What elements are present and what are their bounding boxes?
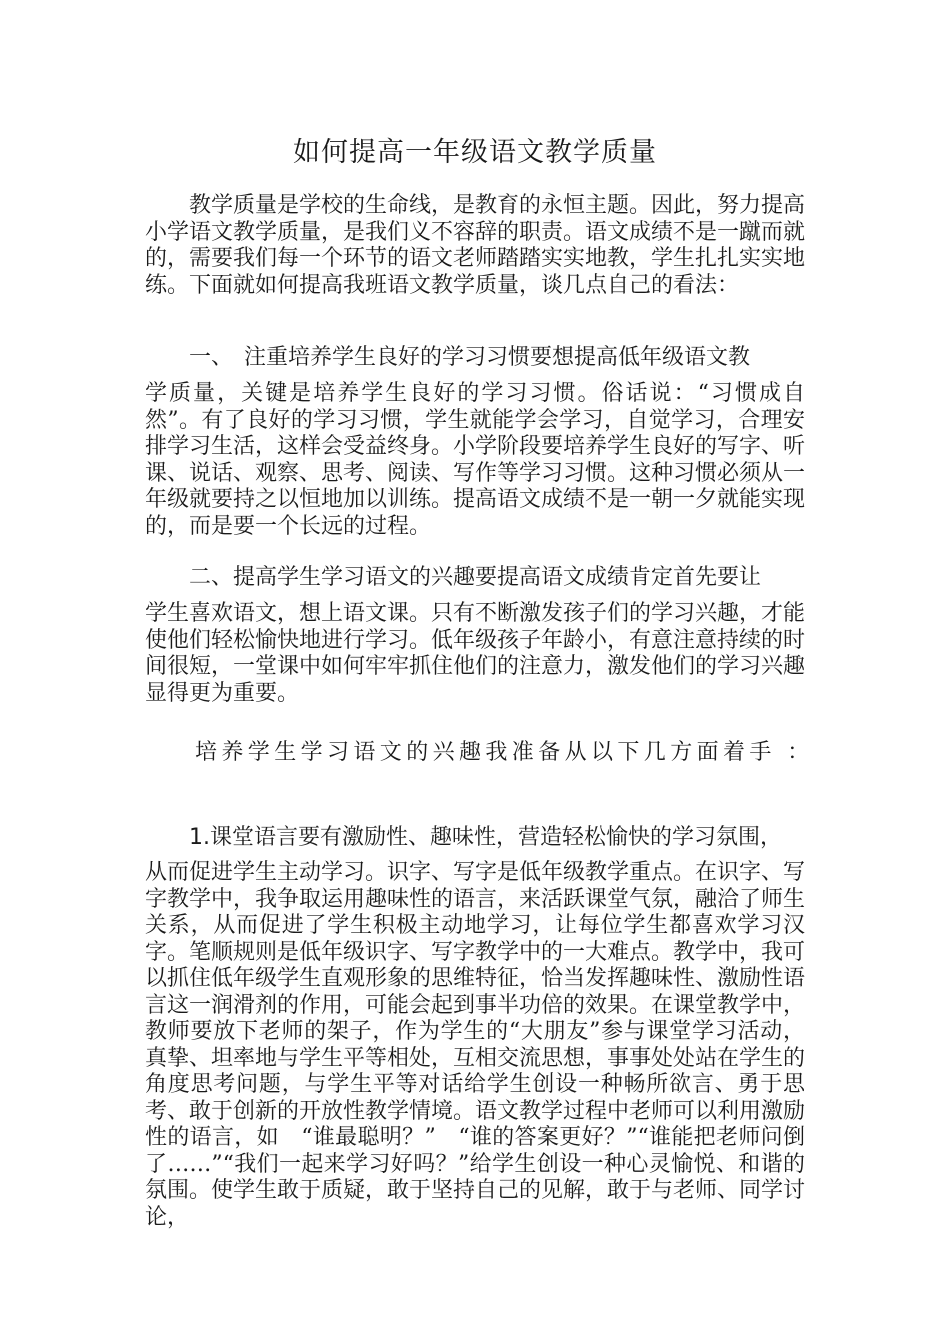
interest-intro-line: 培养学生学习语文的兴趣我准备从以下几方面着手 ： (195, 740, 814, 765)
point-1-number: 1. (189, 825, 210, 850)
section-1-heading: 一、 注重培养学生良好的学习习惯要想提高低年级语文教 (189, 345, 751, 370)
point-1-heading (145, 825, 805, 852)
point-1-heading-text: 课堂语言要有激励性、趣味性，营造轻松愉快的学习氛围， (210, 825, 783, 850)
section-2-heading: 二、提高学生学习语文的兴趣要提高语文成绩肯定首先要让 (189, 565, 762, 590)
intro-paragraph: 教学质量是学校的生命线，是教育的永恒主题。因此，努力提高小学语文教学质量，是我们义不容辞的职责。语文成绩不是一蹴而就的，需要我们每一个环节的语文老师踏踏实实地教，学生扎扎实实地练。下面就如何提高我班语文教学质量，谈几点自己的看法： (145, 193, 806, 298)
section-1-body: 学质量，关键是培养学生良好的学习习惯。俗话说：“习惯成自然”。有了良好的学习习惯，学生就能学会学习，自觉学习，合理安排学习生活，这样会受益终身。小学阶段要培养学生良好的写字、听课、说话、观察、思考、阅读、写作等学习习惯。这种习惯必须从一年级就要持之以恒地加以训练。提高语文成绩不是一朝一夕就能实现的，而是要一个长远的过程。 (145, 381, 806, 539)
document-title: 如何提高一年级语文教学质量 (293, 137, 657, 168)
point-1-body: 从而促进学生主动学习。识字、写字是低年级教学重点。在识字、写字教学中，我争取运用趣味性的语言，来活跃课堂气氛，融洽了师生关系，从而促进了学生积极主动地学习，让每位学生都喜欢学习汉字。笔顺规则是低年级识字、写字教学中的一大难点。教学中，我可以抓住低年级学生直观形象的思维特征，恰当发挥趣味性、激励性语言这一润滑剂的作用，可能会起到事半功倍的效果。在课堂教学中，教师要放下老师的架子，作为学生的“大朋友”参与课堂学习活动，真挚、坦率地与学生平等相处，互相交流思想，事事处处站在学生的角度思考问题，与学生平等对话给学生创设一种畅所欲言、勇于思考、敢于创新的开放性教学情境。语文教学过程中老师可以利用激励性的语言，如 “谁最聪明？” “谁的答案更好？”“谁能把老师问倒了……”“我们一起来学习好吗？”给学生创设一种心灵愉悦、和谐的氛围。使学生敢于质疑，敢于坚持自己的见解，敢于与老师、同学讨论， (145, 860, 806, 1230)
section-2-body: 学生喜欢语文，想上语文课。只有不断激发孩子们的学习兴趣，才能使他们轻松愉快地进行学习。低年级孩子年龄小，有意注意持续的时间很短，一堂课中如何牢牢抓住他们的注意力，激发他们的学习兴趣显得更为重要。 (145, 601, 806, 706)
